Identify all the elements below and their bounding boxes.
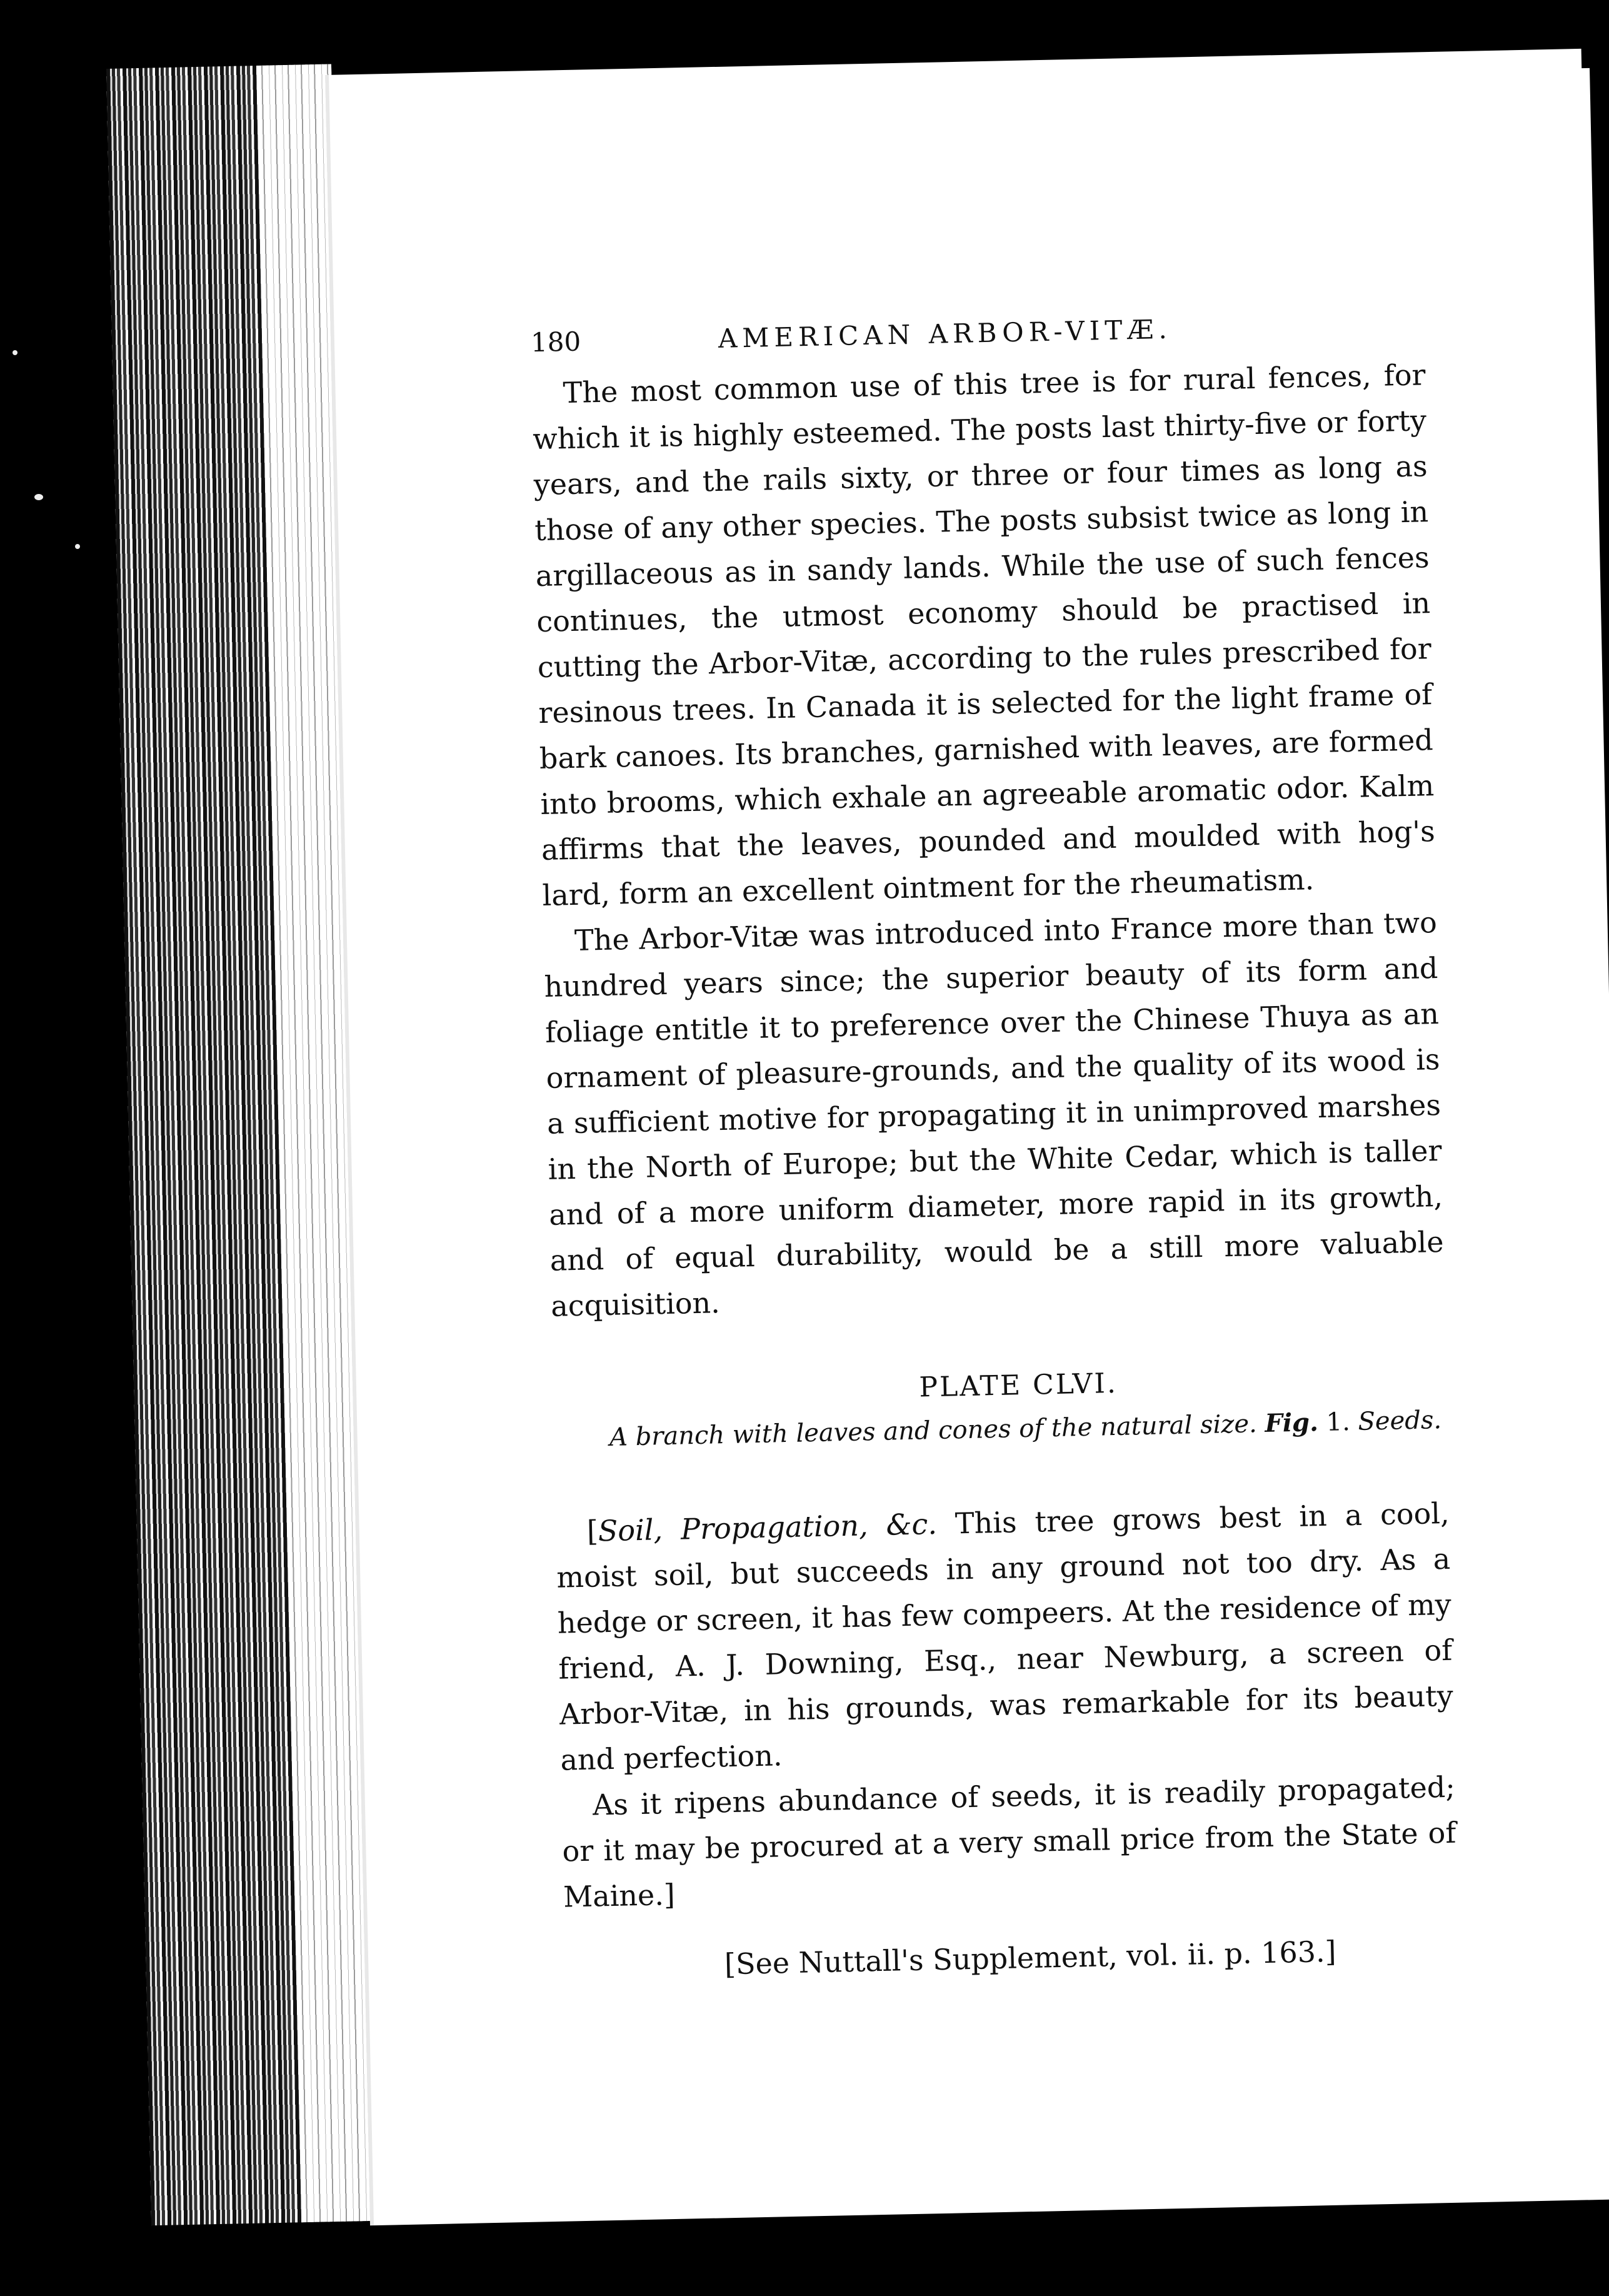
running-title: AMERICAN ARBOR-VITÆ. — [718, 313, 1173, 354]
reference-line: [See Nuttall's Supplement, vol. ii. p. 163.] — [724, 1934, 1337, 1981]
editor-note-1 — [555, 1491, 1455, 1783]
book-page — [325, 49, 1609, 2225]
scan-speck — [13, 350, 18, 355]
page-number: 180 — [530, 326, 581, 358]
editor-note-topic: Soil, Propagation, &c. — [598, 1507, 938, 1548]
editor-note-1-text: This tree grows best in a cool, moist soil, but succeeds in any ground not too dry. As a hedge or screen, it has few compeers. At the residence of my friend, A. J. Downing, Esq., near Newburg, a screen of Arbor-Vitæ, in his grounds, was remarkable for its beauty and perfection. — [556, 1496, 1454, 1777]
plate-caption-fig-text: Seeds. — [1358, 1406, 1442, 1436]
plate-caption-main: A branch with leaves and cones of the natural size. — [609, 1409, 1258, 1452]
plate-caption — [553, 1405, 1448, 1453]
plate-heading: PLATE CLVI. — [918, 1367, 1118, 1404]
plate-caption-fig-label: Fig. — [1264, 1407, 1319, 1438]
editor-note-open-bracket: [ — [586, 1514, 599, 1548]
scan-speck — [75, 544, 80, 549]
body-paragraph-2: The Arbor-Vitæ was introduced into France more than two hundred years since; the superior beauty of its form and foliage entitle it to preference over the Chinese Thuya as an ornament of pleasure-grounds, and the quality of its wood is a sufficient motive for propagating it in unimproved marshes in the North of Europe; but the White Cedar, which is taller and of a more uniform diameter, more rapid in its growth, and of equal durability, would be a still more valuable acquisition. — [544, 905, 1445, 1323]
plate-caption-fig-number: 1. — [1326, 1407, 1351, 1437]
scan-speck — [34, 494, 43, 500]
page-text-block — [531, 308, 1459, 1990]
body-paragraph-1: The most common use of this tree is for rural fences, for which it is highly esteemed. The posts last thirty-five or forty years, and the rails sixty, or three or four times as long as those of any other species. The posts subsist twice as long in argillaceous as in sandy lands. While the use of such fences continues, the utmost economy should be practised in cutting the Arbor-Vitæ, according to the rules prescribed for resinous trees. In Canada it is selected for the light frame of bark canoes. Its branches, garnished with leaves, are formed into brooms, which exhale an agreeable aromatic odor. Kalm affirms that the leaves, pounded and moulded with hog's lard, form an excellent ointment for the rheumatism. — [532, 358, 1436, 913]
editor-note-2: As it ripens abundance of seeds, it is readily propagated; or it may be procured at a very small price from the State of Maine.] — [562, 1770, 1456, 1914]
